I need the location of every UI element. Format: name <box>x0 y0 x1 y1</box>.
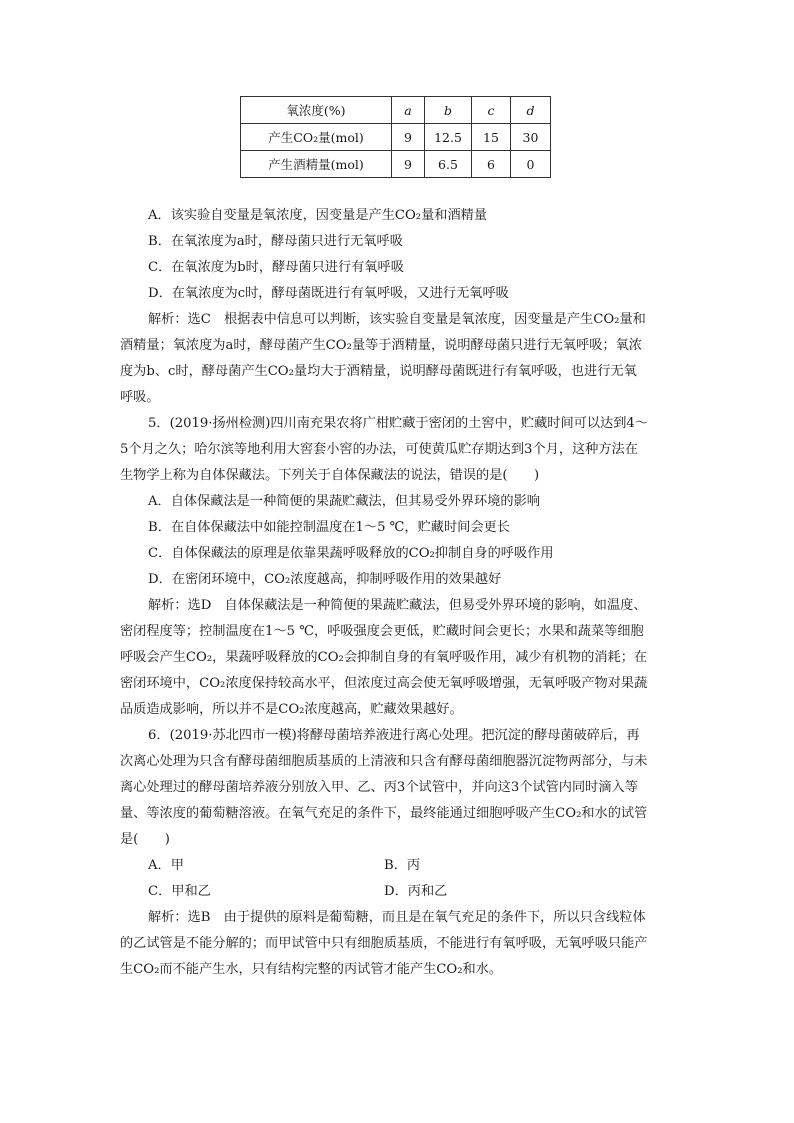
analysis-line: 解析：选C 根据表中信息可以判断，该实验自变量是氧浓度，因变量是产生CO₂量和 <box>148 312 646 327</box>
option-d: D．在氧浓度为c时，酵母菌既进行有氧呼吸，又进行无氧呼吸 <box>148 286 509 301</box>
analysis-line: 解析：选D 自体保藏法是一种简便的果蔬贮藏法，但易受外界环境的影响，如温度、 <box>148 598 647 613</box>
table-cell: 9 <box>392 124 425 151</box>
question-stem-line: 是( ) <box>120 832 170 847</box>
option-b: B．丙 <box>384 858 421 873</box>
option-d: D．在密闭环境中，CO₂浓度越高，抑制呼吸作用的效果越好 <box>148 572 502 587</box>
analysis-line: 生CO₂而不能产生水，只有结构完整的丙试管才能产生CO₂和水。 <box>120 962 503 977</box>
question-stem-line: 6．(2019·苏北四市一模)将酵母菌培养液进行离心处理。把沉淀的酵母菌破碎后，再 <box>148 728 640 743</box>
analysis-line: 密闭环境中，CO₂浓度保持较高水平，但浓度过高会使无氧呼吸增强，无氧呼吸产物对果蔬 <box>120 676 648 691</box>
table-cell: 产生酒精量(mol) <box>241 151 392 178</box>
analysis-line: 酒精量；氧浓度为a时，酵母菌产生CO₂量等于酒精量，说明酵母菌只进行无氧呼吸；氧浓 <box>120 338 642 353</box>
oxygen-concentration-table <box>240 96 551 178</box>
option-c: C．在氧浓度为b时，酵母菌只进行有氧呼吸 <box>148 260 404 275</box>
analysis-line: 呼吸。 <box>120 390 160 405</box>
question-4-section <box>120 203 676 983</box>
table-cell: 9 <box>392 151 425 178</box>
table-cell: b <box>425 97 472 124</box>
table-cell: d <box>511 97 551 124</box>
option-c: C．自体保藏法的原理是依靠果蔬呼吸释放的CO₂抑制自身的呼吸作用 <box>148 546 554 561</box>
table-cell: 氧浓度(%) <box>241 97 392 124</box>
analysis-line: 解析：选B 由于提供的原料是葡萄糖，而且是在氧气充足的条件下，所以只含线粒体 <box>148 910 646 925</box>
table-row <box>241 124 551 151</box>
option-b: B．在自体保藏法中如能控制温度在1～5 ℃，贮藏时间会更长 <box>148 520 510 535</box>
question-stem-line: 量、等浓度的葡萄糖溶液。在氧气充足的条件下，最终能通过细胞呼吸产生CO₂和水的试管 <box>120 806 648 821</box>
table-cell: 0 <box>511 151 551 178</box>
question-stem-line: 5．(2019·扬州检测)四川南充果农将广柑贮藏于密闭的土窖中，贮藏时间可以达到4～ <box>148 416 649 431</box>
option-a: A．自体保藏法是一种简便的果蔬贮藏法，但其易受外界环境的影响 <box>148 494 540 509</box>
option-a: A．甲 <box>148 858 184 873</box>
analysis-line: 密闭程度等；控制温度在1～5 ℃，呼吸强度会更低，贮藏时间会更长；水果和蔬菜等细胞 <box>120 624 644 639</box>
table-cell: 产生CO₂量(mol) <box>241 124 392 151</box>
analysis-line: 品质造成影响，所以并不是CO₂浓度越高，贮藏效果越好。 <box>120 702 463 717</box>
question-stem-line: 生物学上称为自体保藏法。下列关于自体保藏法的说法，错误的是( ) <box>120 468 540 483</box>
table-cell: 6 <box>472 151 511 178</box>
table-row <box>241 151 551 178</box>
question-stem-line: 5个月之久；哈尔滨等地利用大窖套小窖的办法，可使黄瓜贮存期达到3个月，这种方法在 <box>120 442 638 457</box>
table-cell: 15 <box>472 124 511 151</box>
option-row <box>120 879 676 905</box>
question-stem-line: 次离心处理为只含有酵母菌细胞质基质的上清液和只含有酵母菌细胞器沉淀物两部分，与未 <box>120 754 648 769</box>
analysis-line: 呼吸会产生CO₂，果蔬呼吸释放的CO₂会抑制自身的有氧呼吸作用，减少有机物的消耗；在 <box>120 650 648 665</box>
option-a: A．该实验自变量是氧浓度，因变量是产生CO₂量和酒精量 <box>148 208 488 223</box>
option-row <box>120 853 676 879</box>
analysis-line: 的乙试管是不能分解的；而甲试管中只有细胞质基质，不能进行有氧呼吸，无氧呼吸只能产 <box>120 936 648 951</box>
question-stem-line: 离心处理过的酵母菌培养液分别放入甲、乙、丙3个试管中，并向这3个试管内同时滴入等 <box>120 780 638 795</box>
option-d: D．丙和乙 <box>384 884 448 899</box>
table-cell: 12.5 <box>425 124 472 151</box>
table-cell: a <box>392 97 425 124</box>
table-cell: 30 <box>511 124 551 151</box>
option-c: C．甲和乙 <box>148 884 211 899</box>
table-cell: c <box>472 97 511 124</box>
table-cell: 6.5 <box>425 151 472 178</box>
table-header-row <box>241 97 551 124</box>
option-b: B．在氧浓度为a时，酵母菌只进行无氧呼吸 <box>148 234 403 249</box>
analysis-line: 度为b、c时，酵母菌产生CO₂量均大于酒精量，说明酵母菌既进行有氧呼吸，也进行无氧 <box>120 364 637 379</box>
